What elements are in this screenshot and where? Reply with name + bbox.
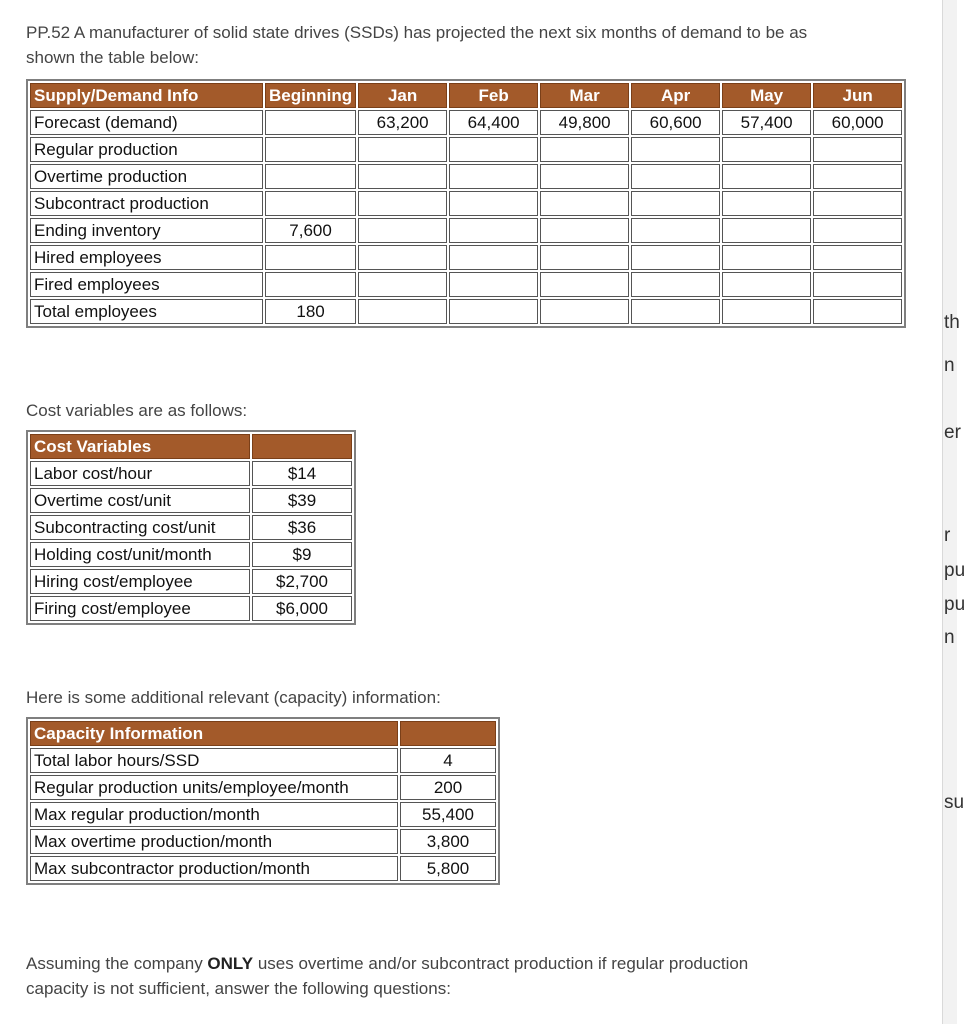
capacity-header-row	[30, 721, 496, 746]
table-row	[30, 748, 496, 773]
header-apr: Apr	[631, 83, 720, 108]
cell-beginning: 7,600	[265, 218, 356, 243]
cell-feb	[449, 137, 538, 162]
cell-apr	[631, 299, 720, 324]
capacity-information-table	[26, 717, 500, 885]
cell-may	[722, 245, 811, 270]
cell-feb	[449, 299, 538, 324]
cell-beginning	[265, 137, 356, 162]
cell-feb	[449, 218, 538, 243]
header-beginning: Beginning	[265, 83, 356, 108]
clipped-text-fragment: pu	[944, 560, 965, 581]
capacity-label: Max subcontractor production/month	[30, 856, 398, 881]
cost-value: $6,000	[252, 596, 352, 621]
cost-value: $36	[252, 515, 352, 540]
table-row	[30, 542, 352, 567]
cell-feb: 64,400	[449, 110, 538, 135]
intro-line-2: shown the table below:	[26, 48, 199, 67]
table-row	[30, 137, 902, 162]
table-row	[30, 596, 352, 621]
cell-feb	[449, 272, 538, 297]
cell-beginning	[265, 164, 356, 189]
capacity-value: 3,800	[400, 829, 496, 854]
clipped-text-fragment: r	[944, 525, 951, 546]
table-row	[30, 191, 902, 216]
adjacent-panel-edge	[942, 0, 965, 1024]
cell-jan	[358, 137, 447, 162]
capacity-intro-text: Here is some additional relevant (capacity) information:	[26, 688, 441, 707]
cell-mar	[540, 191, 629, 216]
header-cost-value	[252, 434, 352, 459]
cost-label: Labor cost/hour	[30, 461, 250, 486]
table-row	[30, 775, 496, 800]
header-jan: Jan	[358, 83, 447, 108]
cell-beginning: 180	[265, 299, 356, 324]
cost-label: Holding cost/unit/month	[30, 542, 250, 567]
table-row	[30, 569, 352, 594]
cell-apr	[631, 245, 720, 270]
cell-jan: 63,200	[358, 110, 447, 135]
cell-jan	[358, 191, 447, 216]
cost-value: $2,700	[252, 569, 352, 594]
capacity-label: Regular production units/employee/month	[30, 775, 398, 800]
cell-beginning	[265, 245, 356, 270]
table-row	[30, 272, 902, 297]
clipped-text-fragment: su	[944, 792, 965, 813]
cost-value: $9	[252, 542, 352, 567]
cell-may	[722, 218, 811, 243]
supply-header-row	[30, 83, 902, 108]
cell-jan	[358, 218, 447, 243]
cost-label: Overtime cost/unit	[30, 488, 250, 513]
capacity-label: Max overtime production/month	[30, 829, 398, 854]
cell-jun: 60,000	[813, 110, 902, 135]
table-row	[30, 802, 496, 827]
row-label: Hired employees	[30, 245, 263, 270]
cell-jan	[358, 164, 447, 189]
intro-line-1: PP.52 A manufacturer of solid state drives (SSDs) has projected the next six months of demand to be as	[26, 23, 808, 42]
row-label: Overtime production	[30, 164, 263, 189]
closing-pre: Assuming the company	[26, 954, 208, 973]
capacity-label: Max regular production/month	[30, 802, 398, 827]
capacity-value: 55,400	[400, 802, 496, 827]
clipped-text-fragment: th	[944, 312, 960, 333]
cost-label: Subcontracting cost/unit	[30, 515, 250, 540]
cell-may	[722, 137, 811, 162]
header-capacity-value	[400, 721, 496, 746]
cell-jun	[813, 137, 902, 162]
clipped-text-fragment: pu	[944, 594, 965, 615]
cell-jun	[813, 191, 902, 216]
cost-header-row	[30, 434, 352, 459]
cell-mar	[540, 164, 629, 189]
row-label: Subcontract production	[30, 191, 263, 216]
cost-value: $14	[252, 461, 352, 486]
header-cost-variables: Cost Variables	[30, 434, 250, 459]
cell-jun	[813, 299, 902, 324]
table-row	[30, 515, 352, 540]
cell-jun	[813, 272, 902, 297]
row-label: Regular production	[30, 137, 263, 162]
header-mar: Mar	[540, 83, 629, 108]
clipped-text-fragment: n	[944, 355, 955, 376]
header-capacity-information: Capacity Information	[30, 721, 398, 746]
cell-jun	[813, 245, 902, 270]
table-row	[30, 856, 496, 881]
table-row	[30, 110, 902, 135]
cell-jun	[813, 164, 902, 189]
cost-label: Firing cost/employee	[30, 596, 250, 621]
cell-may: 57,400	[722, 110, 811, 135]
cell-jan	[358, 272, 447, 297]
header-supply-demand-info: Supply/Demand Info	[30, 83, 263, 108]
closing-text	[26, 951, 748, 1001]
table-row	[30, 164, 902, 189]
cell-beginning	[265, 191, 356, 216]
cell-feb	[449, 245, 538, 270]
cell-mar	[540, 272, 629, 297]
cell-apr	[631, 218, 720, 243]
row-label: Forecast (demand)	[30, 110, 263, 135]
cell-may	[722, 164, 811, 189]
cell-jun	[813, 218, 902, 243]
cell-beginning	[265, 110, 356, 135]
row-label: Total employees	[30, 299, 263, 324]
cell-mar	[540, 245, 629, 270]
row-label: Fired employees	[30, 272, 263, 297]
supply-demand-table	[26, 79, 906, 328]
closing-line-2: capacity is not sufficient, answer the following questions:	[26, 979, 451, 998]
cell-mar	[540, 299, 629, 324]
cell-mar	[540, 137, 629, 162]
capacity-value: 5,800	[400, 856, 496, 881]
closing-line-1	[26, 951, 748, 976]
cost-value: $39	[252, 488, 352, 513]
table-row	[30, 218, 902, 243]
cell-feb	[449, 164, 538, 189]
cell-apr	[631, 137, 720, 162]
capacity-label: Total labor hours/SSD	[30, 748, 398, 773]
cell-apr: 60,600	[631, 110, 720, 135]
closing-emphasis: ONLY	[207, 954, 254, 973]
cell-mar	[540, 218, 629, 243]
cost-label: Hiring cost/employee	[30, 569, 250, 594]
closing-post: uses overtime and/or subcontract production if regular production	[253, 954, 749, 973]
header-jun: Jun	[813, 83, 902, 108]
cell-jan	[358, 245, 447, 270]
cost-variables-table	[26, 430, 356, 625]
table-row	[30, 245, 902, 270]
capacity-value: 200	[400, 775, 496, 800]
cell-apr	[631, 272, 720, 297]
cell-may	[722, 272, 811, 297]
cell-feb	[449, 191, 538, 216]
table-row	[30, 299, 902, 324]
clipped-text-fragment: er	[944, 422, 961, 443]
table-row	[30, 488, 352, 513]
cell-jan	[358, 299, 447, 324]
table-row	[30, 829, 496, 854]
header-may: May	[722, 83, 811, 108]
cell-apr	[631, 191, 720, 216]
header-feb: Feb	[449, 83, 538, 108]
cell-may	[722, 191, 811, 216]
intro-text	[26, 20, 807, 70]
cell-mar: 49,800	[540, 110, 629, 135]
cost-intro-text: Cost variables are as follows:	[26, 401, 248, 420]
cell-apr	[631, 164, 720, 189]
clipped-text-fragment: n	[944, 627, 955, 648]
cell-beginning	[265, 272, 356, 297]
cell-may	[722, 299, 811, 324]
capacity-value: 4	[400, 748, 496, 773]
row-label: Ending inventory	[30, 218, 263, 243]
table-row	[30, 461, 352, 486]
